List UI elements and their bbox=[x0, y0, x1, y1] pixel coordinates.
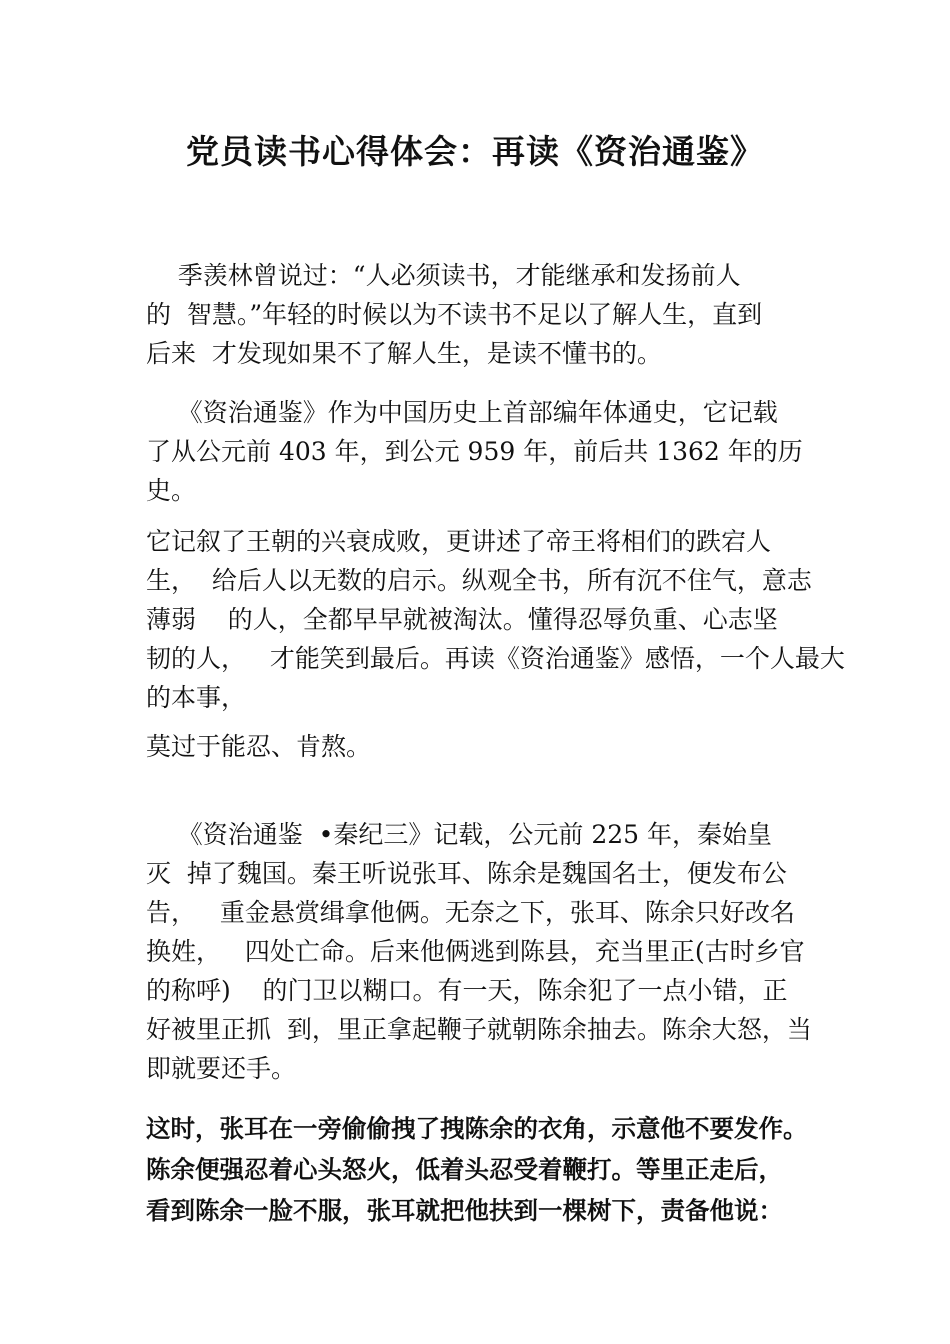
text-line: 《资治通鉴 •秦纪三》记载，公元前 225 年，秦始皇 bbox=[146, 820, 773, 849]
text-line: 薄弱 的人，全都早早就被淘汰。懂得忍辱负重、心志坚 bbox=[146, 605, 778, 634]
text-line: 莫过于能忍、肯熬。 bbox=[146, 732, 372, 761]
text-line: 的本事， bbox=[146, 683, 247, 712]
text-line: 生， 给后人以无数的启示。纵观全书，所有沉不住气，意志 bbox=[146, 566, 812, 595]
text-line: 陈余便强忍着心头怒火，低着头忍受着鞭打。等里正走后， bbox=[146, 1155, 783, 1184]
text-line: 灭 掉了魏国。秦王听说张耳、陈余是魏国名士，便发布公 bbox=[146, 859, 787, 888]
text-line: 换姓， 四处亡命。后来他俩逃到陈县，充当里正(古时乡官 bbox=[146, 937, 805, 966]
text-line: 的 智慧。”年轻的时候以为不读书不足以了解人生，直到 bbox=[146, 300, 763, 329]
text-line: 季羡林曾说过：“人必须读书，才能继承和发扬前人 bbox=[146, 261, 741, 290]
document-title: 党员读书心得体会：再读《资治通鉴》 bbox=[186, 132, 764, 171]
text-line: 的称呼) 的门卫以糊口。有一天，陈余犯了一点小错，正 bbox=[146, 976, 788, 1005]
text-line: 《资治通鉴》作为中国历史上首部编年体通史，它记载 bbox=[146, 398, 778, 427]
text-line: 这时，张耳在一旁偷偷拽了拽陈余的衣角，示意他不要发作。 bbox=[146, 1114, 808, 1143]
text-line: 好被里正抓 到，里正拿起鞭子就朝陈余抽去。陈余大怒，当 bbox=[146, 1015, 812, 1044]
text-line: 后来 才发现如果不了解人生，是读不懂书的。 bbox=[146, 339, 662, 368]
text-line: 它记叙了王朝的兴衰成败，更讲述了帝王将相们的跌宕人 bbox=[146, 527, 772, 556]
text-line: 了从公元前 403 年，到公元 959 年，前后共 1362 年的历 bbox=[146, 437, 803, 466]
text-line: 看到陈余一脸不服，张耳就把他扶到一棵树下，责备他说： bbox=[146, 1196, 783, 1225]
text-line: 史。 bbox=[146, 476, 197, 505]
text-line: 即就要还手。 bbox=[146, 1054, 297, 1083]
text-line: 韧的人， 才能笑到最后。再读《资治通鉴》感悟，一个人最大 bbox=[146, 644, 845, 673]
text-line: 告， 重金悬赏缉拿他俩。无奈之下，张耳、陈余只好改名 bbox=[146, 898, 795, 927]
